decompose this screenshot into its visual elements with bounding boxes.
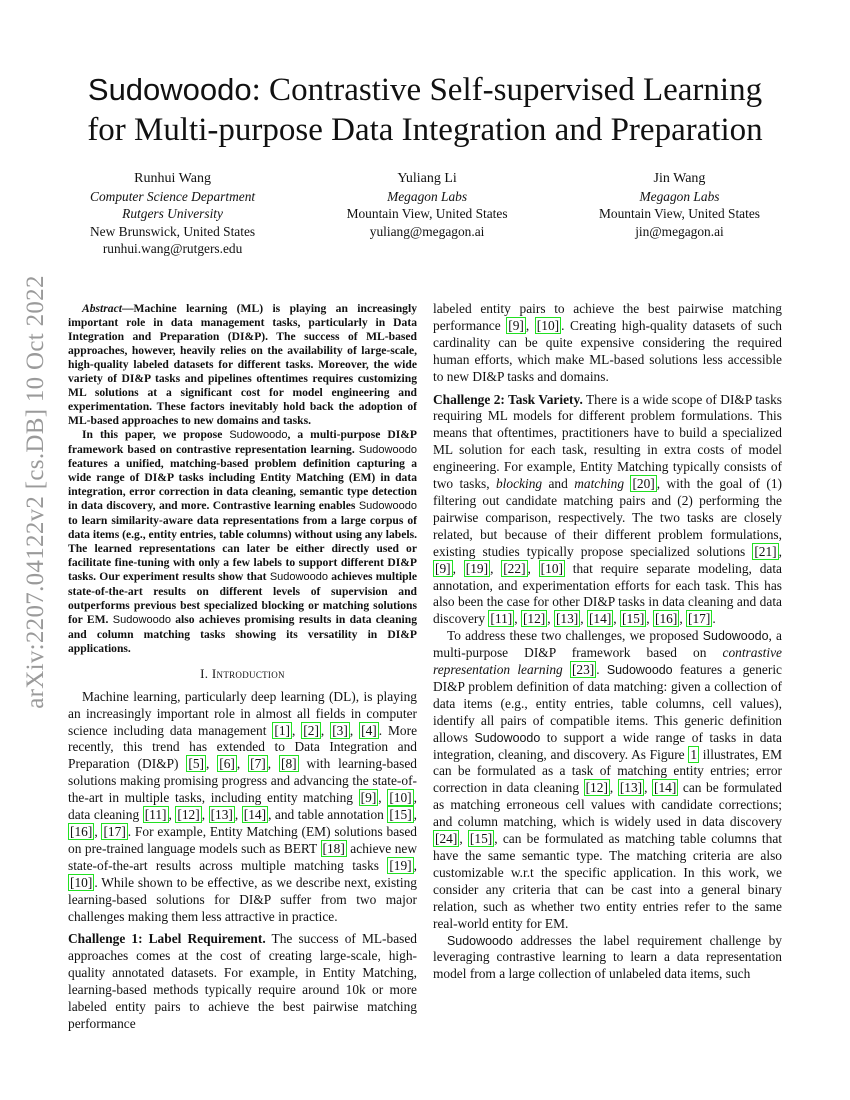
body-text: . For example, Entity Matching (EM) solutions based on pre-trained language models such as BERT [68,823,417,856]
body-text: . More recently, this trend has extended to Data Integration and Preparation (DI&P) [68,722,418,772]
body-text: and [542,476,575,492]
system-name: Sudowoodo [229,428,288,441]
abstract-text: achieves multiple state-of-the-art results on different levels of supervision and outperforms previous best specialized blocking or matching solutions for EM. [68,570,417,626]
author-location: Mountain View, United States [346,206,508,221]
author-email: runhui.wang@rutgers.edu [102,241,243,256]
abstract-label: Abstract [82,302,122,315]
citation-link[interactable]: [19] [389,857,412,873]
left-column [68,302,417,1033]
body-text: . [596,662,607,678]
author-affiliation: Megagon Labs [387,188,468,204]
author-1 [90,170,255,258]
body-text: illustrates, EM can be formulated as a task of matching entity entries; error correction in data cleaning [433,746,782,796]
citation-link[interactable]: [13] [210,807,233,823]
author-block [90,170,760,258]
citation-link[interactable]: [9] [435,560,451,576]
citation-link[interactable]: [24] [435,831,458,847]
abstract-paragraph-2 [68,428,417,656]
citation-link[interactable]: [18] [322,840,345,856]
body-text: , a multi-purpose DI&P framework based on [433,628,782,661]
citation-link[interactable]: [13] [555,611,579,627]
citation-link[interactable]: [3] [332,722,348,738]
citation-link[interactable]: [11] [144,807,167,823]
body-text: , data cleaning [68,790,417,823]
citation-link[interactable]: [14] [654,780,677,796]
citation-link[interactable]: [15] [389,807,412,823]
author-email: yuliang@megagon.ai [369,223,485,239]
title-system-name: Sudowoodo [87,72,252,107]
author-affiliation: Rutgers University [122,206,223,221]
body-text: Machine learning, particularly deep learning (DL), is playing an increasingly important role in almost all fields in computer science including data management [68,688,417,738]
citation-link[interactable]: [11] [490,611,513,627]
body-text: , and table annotation [268,807,388,823]
citation-link[interactable]: [12] [522,611,546,627]
author-name: Yuliang Li [397,171,457,186]
emphasis-text: matching [574,476,625,492]
system-name: Sudowoodo [358,500,417,513]
body-text: , can be formulated as matching table columns that have the same semantic type. The matching criteria are also customizable w.r.t the specific application. In this work, we consider any criteria that can be cast into a general binary relation, such as whether two entity entries refer to the same real-world entity for EM. [433,831,783,931]
system-name: Sudowoodo [269,571,329,584]
citation-link[interactable]: [16] [655,611,678,627]
citation-link[interactable]: [20] [632,476,655,492]
body-text: achieve new state-of-the-art results across multiple matching tasks [68,840,418,873]
body-text: addresses the label requirement challenge by leveraging contrastive learning to learn a data representation model from a large collection of unlabeled data items, such [433,932,782,982]
system-name: Sudowoodo [447,933,513,948]
title-line1: : Contrastive Self-supervised Learning [251,72,763,108]
challenge2-paragraph: Challenge 2: Task Variety. There is a wide scope of DI&P tasks requiring ML models for different problem formulations. This means that oftentimes, practitioners have to build a specialized ML solution for each task, resulting in extra costs of model engineering. For example, Entity Matching typically consists of two tasks, blocking and matching [20] , with the goal of (1) filtering out candidate matching pairs and (2) performing the pairwise comparison, respectively. The two tasks are closely related, but because of their different problem formulations, existing studies typically propose specialized solutions [21] , [9] , [19] , [22] , [10] that require separate modeling, data annotation, and experimentation efforts for each task. This has also been the case for other DI&P tasks in data cleaning and data discovery [11] , [12] , [13] , [14] , [15] , [16] , [17] . [433,391,782,627]
body-text: that require separate modeling, data annotation, and experimentation efforts for each task. This has also been the case for other DI&P tasks in data cleaning and data discovery [433,560,782,627]
section-heading-introduction [68,666,417,683]
citation-link[interactable]: [23] [571,662,595,678]
arxiv-stamp [18,275,54,709]
section-numeral: I. [200,665,209,681]
system-name: Sudowoodo [702,629,769,644]
challenge1-paragraph [68,931,417,1032]
body-text: . Creating high-quality datasets of such cardinality can be quite expensive considering the required human efforts, which make ML-based solutions less accessible to new DI&P tasks and domains. [433,317,782,384]
abstract-paragraph-1 [68,302,417,428]
author-email: jin@megagon.ai [635,223,724,239]
abstract-text: features a unified, matching-based problem definition capturing a wide range of DI&P tasks including Entity Matching (EM) in data integration, error correction in data cleaning, semantic type detection in data discovery, and more. Contrastive learning enables [68,457,417,513]
body-text: There is a wide scope of DI&P tasks requiring ML models for different problem formulations. This means that oftentimes, practitioners have to build a specialized ML solution for each task, resulting in extra costs of model engineering. For example, Entity Matching typically consists of two tasks, [433,391,782,492]
system-name: Sudowoodo [358,443,417,456]
citation-link[interactable]: [14] [588,611,612,627]
author-3 [599,170,760,258]
system-name: Sudowoodo [474,730,541,745]
author-name: Runhui Wang [134,171,211,186]
challenge-heading: Challenge 2: Task Variety. [433,391,583,407]
author-name: Jin Wang [653,171,706,186]
author-affiliation: Computer Science Department [90,188,256,204]
citation-link[interactable]: [15] [469,831,493,847]
system-name: Sudowoodo [606,663,673,678]
body-text: , with the goal of (1) filtering out candidate matching pairs and (2) performing the pairwise comparison, respectively. The two tasks are closely related, but because of their different problem formulations, existing studies typically propose specialized solutions [433,476,782,559]
body-text: to support a wide range of tasks in data integration, cleaning, and discovery. As Figure [433,729,782,762]
paper-title [40,70,810,150]
citation-link[interactable]: [22] [503,560,526,576]
citation-link[interactable]: [2] [303,722,319,738]
address-paragraph: To address these two challenges, we proposed Sudowoodo, a multi-purpose DI&P framework based on contrastive representation learning [23] . Sudowoodo features a generic DI&P problem definition of data matching: given a collection of data items (e.g., entity entries, table columns, cell values), identify all pairs of compatible items. This generic definition allows Sudowoodo to support a wide range of tasks in data integration, cleaning, and discovery. As Figure 1 illustrates, EM can be formulated as a task of matching entity entries; error correction in data cleaning [12] , [13] , [14] can be formulated as matching erroneous cell values with candidate corrections; and column matching, which is widely used in data discovery [24] , [15] , can be formulated as matching table columns that have the same semantic type. The matching criteria are also customizable w.r.t the specific application. In this work, we consider any criteria that can be cast into a general binary relation, such as whether two entity entries refer to the same real-world entity for EM. [433,628,783,931]
arxiv-stamp-text: arXiv:2207.04122v2 [cs.DB] 10 Oct 2022 [22,275,49,709]
abstract-text: also achieves promising results in data cleaning and column matching tasks showing its versatility in DI&P applications. [68,612,418,655]
citation-link[interactable]: [17] [103,823,126,839]
body-text: The success of ML-based approaches comes at the cost of creating large-scale, high-quality annotated datasets. For example, in Entity Matching, learning-based methods typically require around 10k or more labeled entity pairs to achieve the best pairwise matching performance [68,931,417,1031]
citation-link[interactable]: [13] [619,780,643,796]
citation-link[interactable]: [10] [540,560,563,576]
last-paragraph [433,933,782,984]
citation-link[interactable]: [8] [280,756,297,772]
citation-link[interactable]: [7] [250,756,266,772]
citation-link[interactable]: [12] [585,780,608,796]
author-2 [347,170,508,258]
challenge-heading: Challenge 1: Label Requirement. [68,931,266,947]
body-text: To address these two challenges, we proposed [447,628,703,644]
citation-link[interactable]: [4] [361,722,377,738]
citation-link[interactable]: [6] [219,756,235,772]
emphasis-text: blocking [495,476,543,492]
author-location: New Brunswick, United States [90,223,256,239]
challenge1-continuation: labeled entity pairs to achieve the best pairwise matching performance [9] , [10] . Creating high-quality datasets of such cardinality can be quite expensive considering the required human efforts, which make ML-based solutions less accessible to new DI&P tasks and domains. [433,301,782,384]
system-name: Sudowoodo [112,613,171,626]
citation-link[interactable]: [10] [389,790,412,806]
body-text: with learning-based solutions making promising progress and advancing the state-of-the-art in multiple tasks, including entity matching [68,756,417,806]
title-line2: for Multi-purpose Data Integration and Preparation [87,112,763,148]
body-text: . [712,611,716,627]
body-text: . While shown to be effective, as we describe next, existing learning-based solutions for DI&P suffer from two major challenges making them less attractive in practice. [68,874,417,924]
citation-link[interactable]: [5] [188,756,205,772]
author-affiliation: Megagon Labs [639,188,720,204]
body-text: can be formulated as matching erroneous cell values with candidate corrections; and column matching, which is widely used in data discovery [433,780,782,830]
citation-link[interactable]: [21] [754,543,777,559]
citation-link[interactable]: [16] [70,823,93,839]
citation-link[interactable]: [15] [621,611,645,627]
intro-paragraph: Machine learning, particularly deep learning (DL), is playing an increasingly important role in almost all fields in computer science including data management [1] , [2] , [3] , [4] . More recently, this trend has extended to Data Integration and Preparation (DI&P) [5] , [6] , [7] , [8] with learning-based solutions making promising progress and advancing the state-of-the-art in multiple tasks, including entity matching [9] , [10] , data cleaning [11] , [12] , [13] , [14] , and table annotation [15] , [16] , [17] . For example, Entity Matching (EM) solutions based on pre-trained language models such as BERT [18] achieve new state-of-the-art results across multiple matching tasks [19] , [10] . While shown to be effective, as we describe next, existing learning-based solutions for DI&P suffer from two major challenges making them less attractive in practice. [68,688,418,924]
citation-link[interactable]: [9] [508,317,524,333]
right-column [433,302,782,983]
emphasis-text: contrastive representation learning [433,645,782,678]
abstract-text: , a multi-purpose DI&P framework based on contrastive representation learning. [68,427,417,456]
citation-link[interactable]: [14] [243,807,267,823]
citation-link[interactable]: [12] [177,807,200,823]
citation-link[interactable]: [17] [688,611,711,627]
author-location: Mountain View, United States [599,206,760,221]
citation-link[interactable]: [10] [536,317,560,333]
body-text: features a generic DI&P problem definition of data matching: given a collection of data items (e.g., entity entries, table columns, cell values), identify all pairs of compatible items. This generic definition allows [433,662,782,745]
abstract-text: In this paper, we propose [82,427,230,441]
citation-link[interactable]: [19] [465,560,489,576]
abstract-text: —Machine learning (ML) is playing an increasingly important role in data management tasks, particularly in Data Integration and Preparation (DI&P). The success of ML-based approaches, however, heavily relies on the availability of large-scale, high-quality labeled datasets for different tasks. Moreover, the wide variety of DI&P tasks and pipelines oftentimes requires customizing ML solutions at a significant cost for model engineering and experimentation. These factors inevitably hold back the adoption of ML-based approaches to new domains and tasks. [68,302,417,427]
citation-link[interactable]: [1] [274,722,291,738]
section-title: Introduction [211,665,285,681]
citation-link[interactable]: [10] [70,874,93,890]
citation-link[interactable]: [9] [360,790,377,806]
abstract-text: to learn similarity-aware data representations from a large corpus of data items (e.g., entity entries, table columns) without using any labels. The learned representations can later be either directly used or facilitate fine-tuning with only a few labels to support different DI&P tasks. Our experiment results show that [68,514,417,584]
figure-link[interactable]: 1 [690,746,698,762]
